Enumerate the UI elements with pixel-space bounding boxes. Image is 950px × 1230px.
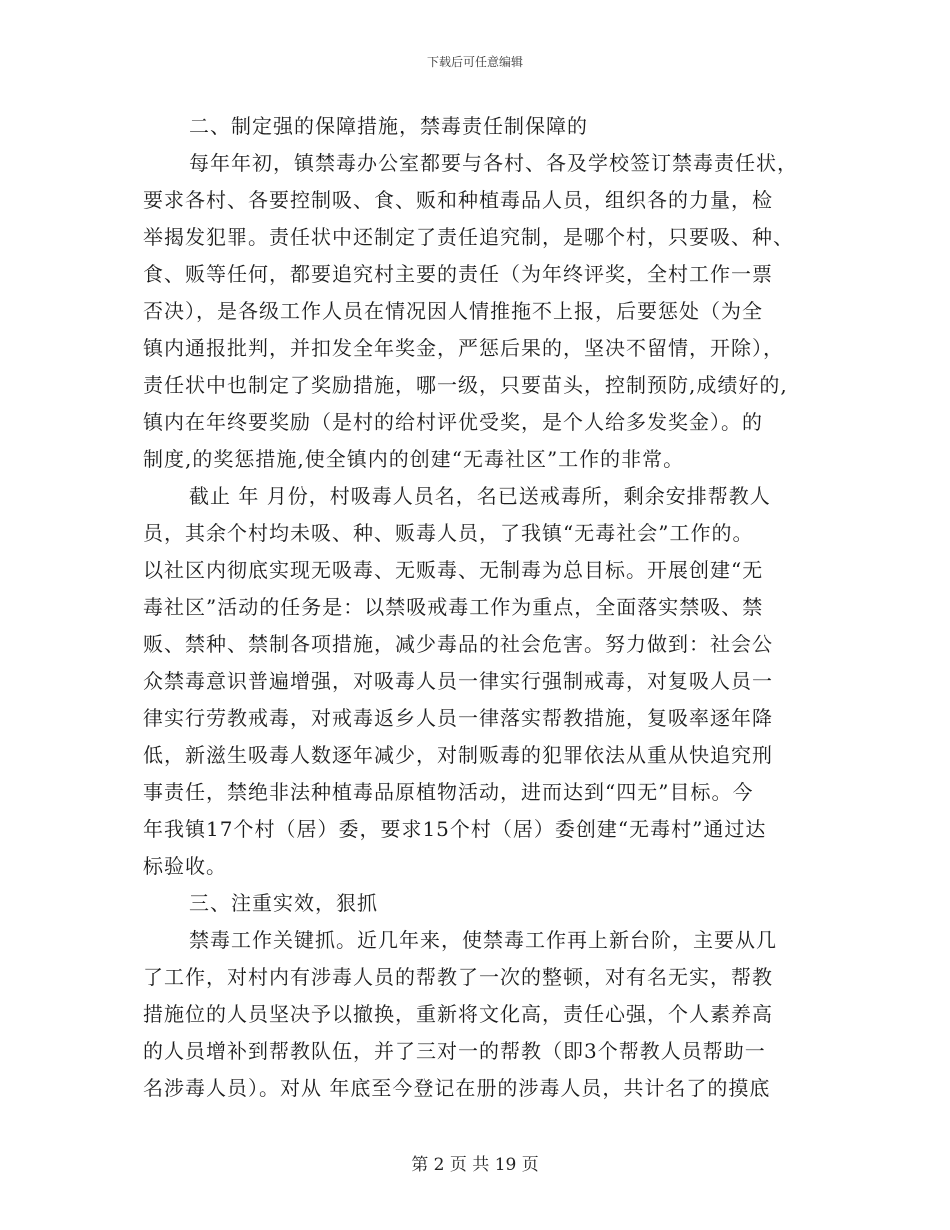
text-line: 的人员增补到帮教队伍，并了三对一的帮教（即3个帮教人员帮助一 xyxy=(143,1039,766,1063)
text-line: 贩、禁种、禁制各项措施，减少毒品的社会危害。努力做到：社会公 xyxy=(143,632,773,656)
text-line: 以社区内彻底实现无吸毒、无贩毒、无制毒为总目标。开展创建“无 xyxy=(143,558,764,582)
page-number-footer: 第 2 页 共 19 页 xyxy=(411,1155,539,1175)
text-line: 毒社区”活动的任务是：以禁吸戒毒工作为重点，全面落实禁吸、禁 xyxy=(143,595,764,619)
text-line: 了工作，对村内有涉毒人员的帮教了一次的整顿，对有名无实，帮教 xyxy=(143,965,773,989)
text-line: 镇内在年终要奖励（是村的给村评优受奖，是个人给多发奖金）。的 xyxy=(143,410,763,434)
section-heading-2: 二、制定强的保障措施，禁毒责任制保障的 xyxy=(189,114,588,138)
text-line: 食、贩等任何，都要追究村主要的责任（为年终评奖，全村工作一票 xyxy=(143,262,773,286)
text-line: 镇内通报批判，并扣发全年奖金，严惩后果的，坚决不留情，开除）， xyxy=(143,336,784,360)
text-line: 举揭发犯罪。责任状中还制定了责任追究制，是哪个村，只要吸、种、 xyxy=(143,225,794,249)
text-line: 名涉毒人员）。对从 年底至今登记在册的涉毒人员，共计名了的摸底 xyxy=(143,1076,771,1100)
text-line: 员，其余个村均未吸、种、贩毒人员，了我镇“无毒社会”工作的。 xyxy=(143,521,754,545)
text-line: 年我镇17个村（居）委，要求15个村（居）委创建“无毒村”通过达 xyxy=(143,817,767,841)
text-line: 低，新滋生吸毒人数逐年减少，对制贩毒的犯罪依法从重从快追究刑 xyxy=(143,743,773,767)
text-line: 措施位的人员坚决予以撤换，重新将文化高，责任心强，个人素养高 xyxy=(143,1002,773,1026)
text-line: 律实行劳教戒毒，对戒毒返乡人员一律落实帮教措施，复吸率逐年降 xyxy=(143,706,773,730)
text-line: 禁毒工作关键抓。近几年来，使禁毒工作再上新台阶，主要从几 xyxy=(189,928,777,952)
section-heading-3: 三、注重实效，狠抓 xyxy=(189,891,378,915)
document-body xyxy=(143,108,833,1107)
text-line: 制度,的奖惩措施,使全镇内的创建“无毒社区”工作的非常。 xyxy=(143,447,685,471)
text-line: 责任状中也制定了奖励措施，哪一级，只要苗头，控制预防,成绩好的, xyxy=(143,373,788,397)
download-edit-note: 下载后可任意编辑 xyxy=(426,55,523,69)
text-line: 每年年初，镇禁毒办公室都要与各村、各及学校签订禁毒责任状， xyxy=(189,151,798,175)
text-line: 标验收。 xyxy=(143,854,227,878)
text-line: 要求各村、各要控制吸、食、贩和种植毒品人员，组织各的力量，检 xyxy=(143,188,773,212)
text-line: 否决），是各级工作人员在情况因人情推拖不上报，后要惩处（为全 xyxy=(143,299,763,323)
text-line: 众禁毒意识普遍增强，对吸毒人员一律实行强制戒毒，对复吸人员一 xyxy=(143,669,773,693)
text-line: 事责任，禁绝非法种植毒品原植物活动，进而达到“四无”目标。今 xyxy=(143,780,754,804)
text-line: 截止 年 月份，村吸毒人员名，名已送戒毒所，剩余安排帮教人 xyxy=(189,484,771,508)
